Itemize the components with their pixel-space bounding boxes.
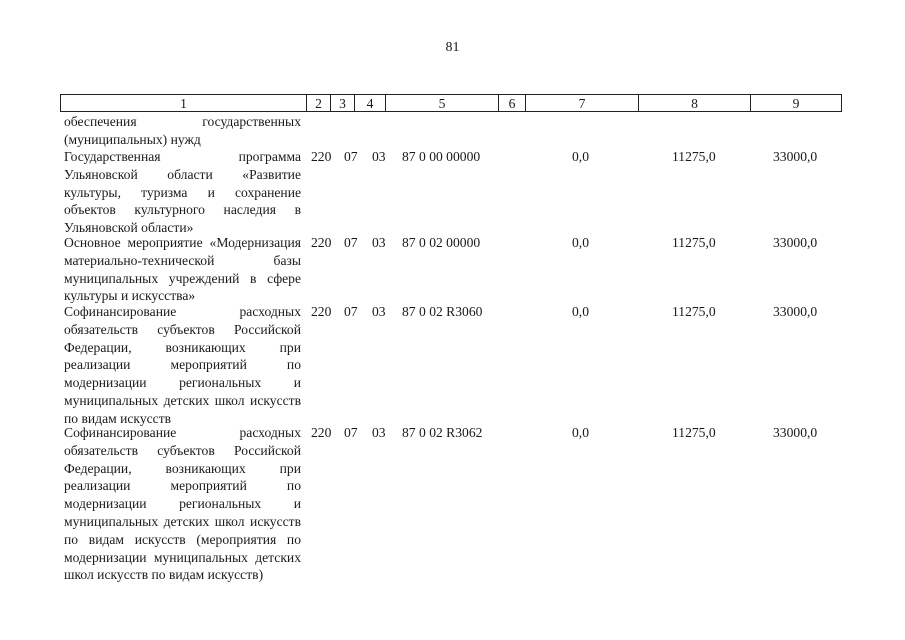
- row-col-9: 33000,0: [773, 425, 818, 440]
- row-col-7: 0,0: [572, 304, 589, 319]
- row-description: Основное мероприятие «Модернизация материально-технической базы муниципальных учреждений в сфере культуры и искусства»: [64, 235, 301, 304]
- row-col-8: 11275,0: [672, 425, 716, 440]
- header-col-2: 2: [307, 95, 331, 111]
- row-col-2: 220: [311, 235, 332, 250]
- row-col-8: 11275,0: [672, 304, 716, 319]
- row-col-9: 33000,0: [773, 235, 818, 250]
- row-col-7: 0,0: [572, 425, 589, 440]
- row-col-2: 220: [311, 425, 332, 440]
- page-number: 81: [445, 40, 460, 55]
- row-col-8: 11275,0: [672, 149, 716, 164]
- row-col-4: 03: [372, 149, 386, 164]
- row-col-4: 03: [372, 425, 386, 440]
- row-col-5: 87 0 02 R3060: [402, 304, 483, 319]
- row-col-8: 11275,0: [672, 235, 716, 250]
- row-col-5: 87 0 02 00000: [402, 235, 481, 250]
- row-col-3: 07: [344, 425, 358, 440]
- row-col-9: 33000,0: [773, 304, 818, 319]
- row-description: обеспечения государственных (муниципальных) нужд: [64, 114, 301, 147]
- header-col-5: 5: [386, 95, 499, 111]
- row-col-7: 0,0: [572, 235, 589, 250]
- header-col-8: 8: [639, 95, 751, 111]
- header-col-3: 3: [331, 95, 355, 111]
- row-col-2: 220: [311, 149, 332, 164]
- row-col-4: 03: [372, 304, 386, 319]
- row-col-4: 03: [372, 235, 386, 250]
- row-col-5: 87 0 02 R3062: [402, 425, 483, 440]
- row-col-3: 07: [344, 304, 358, 319]
- row-col-2: 220: [311, 304, 332, 319]
- header-col-4: 4: [355, 95, 386, 111]
- header-col-9: 9: [792, 96, 800, 111]
- row-col-5: 87 0 00 00000: [402, 149, 481, 164]
- header-col-6: 6: [499, 95, 526, 111]
- row-description: Софинансирование расходных обязательств субъектов Российской Федерации, возникающих при реализации мероприятий по модернизации региональных и муниципальных детских школ искусств по видам искусств: [64, 304, 301, 426]
- row-col-7: 0,0: [572, 149, 589, 164]
- table-header: [60, 94, 842, 112]
- header-col-7: 7: [526, 95, 639, 111]
- row-col-9: 33000,0: [773, 149, 818, 164]
- header-col-1: 1: [61, 95, 307, 111]
- row-col-3: 07: [344, 149, 358, 164]
- row-description: Софинансирование расходных обязательств субъектов Российской Федерации, возникающих при реализации мероприятий по модернизации региональных и муниципальных детских школ искусств по видам искусств (мероприятия по модернизации муниципальных детских школ искусств по видам искусств): [64, 425, 301, 583]
- row-description: Государственная программа Ульяновской области «Развитие культуры, туризма и сохранение объектов культурного наследия в Ульяновской области»: [64, 149, 301, 236]
- row-col-3: 07: [344, 235, 358, 250]
